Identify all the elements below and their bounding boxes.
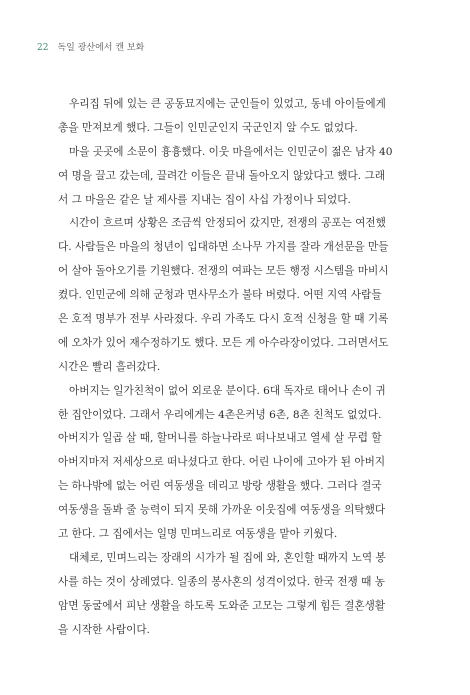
text-line: 어 살아 돌아오기를 기원했다. 전쟁의 여파는 모든 행정 시스템을 마비시	[58, 265, 389, 278]
text-line: 을 시작한 사람이다.	[58, 623, 150, 636]
text-line: 다. 사람들은 마을의 청년이 입대하면 소나무 가지를 잘라 개선문을 만들	[58, 241, 389, 254]
text-line: 대체로, 민며느리는 장래의 시가가 될 집에 와, 혼인할 때까지 노역 봉	[69, 551, 386, 564]
text-line: 아버지는 일가친척이 없어 외로운 분이다. 6대 독자로 태어나 손이 귀	[69, 384, 386, 397]
text-line: 는 하나밖에 없는 어린 여동생을 데리고 방랑 생활을 했다. 그러다 결국	[58, 480, 382, 493]
running-head	[37, 40, 144, 53]
text-line: 은 호적 명부가 전부 사라졌다. 우리 가족도 다시 호적 신청을 할 때 기록	[58, 313, 389, 326]
paragraph	[58, 212, 436, 379]
text-line: 마을 곳곳에 소문이 흉흉했다. 이웃 마을에서는 인민군이 젊은 남자 40	[69, 145, 393, 158]
text-line: 켰다. 인민군에 의해 군청과 면사무소가 불타 버렸다. 어떤 지역 사람들	[58, 289, 382, 302]
paragraph	[58, 547, 436, 643]
text-line: 총을 만져보게 했다. 그들이 인민군인지 국군인지 알 수도 없었다.	[58, 121, 358, 134]
body-text	[58, 93, 436, 642]
book-title: 독일 광산에서 캔 보화	[57, 43, 145, 53]
text-line: 사를 하는 것이 상례였다. 일종의 봉사혼의 성격이었다. 한국 전쟁 때 농	[58, 575, 385, 588]
text-line: 아버지가 일곱 살 때, 할머니를 하늘나라로 떠나보내고 열세 살 무렵 할	[58, 432, 382, 445]
text-line: 서 그 마을은 같은 날 제사를 지내는 집이 사십 가정이나 되었다.	[58, 193, 351, 206]
text-line: 고 한다. 그 집에서는 일명 민며느리로 여동생을 맡아 키웠다.	[58, 528, 338, 541]
text-line: 암면 동굴에서 피난 생활을 하도록 도와준 고모는 그렇게 힘든 결혼생활	[58, 599, 386, 612]
text-line: 시간이 흐르며 상황은 조금씩 안정되어 갔지만, 전쟁의 공포는 여전했	[69, 217, 386, 230]
text-line: 여 명을 끌고 갔는데, 끌려간 이들은 끝내 돌아오지 않았다고 했다. 그래	[58, 169, 385, 182]
text-line: 아버지마저 저세상으로 떠나셨다고 한다. 어린 나이에 고아가 된 아버지	[58, 456, 386, 469]
text-line: 한 집안이었다. 그래서 우리에게는 4촌은커녕 6촌, 8촌 친척도 없었다.	[58, 408, 382, 421]
paragraph	[58, 380, 436, 547]
text-line: 에 오차가 있어 재수정하기도 했다. 모든 게 아수라장이었다. 그러면서도	[58, 336, 389, 349]
paragraph	[58, 141, 436, 213]
paragraph	[58, 93, 436, 141]
page-number: 22	[37, 43, 49, 53]
text-line: 우리집 뒤에 있는 큰 공동묘지에는 군인들이 있었고, 동네 아이들에게	[69, 98, 386, 110]
text-line: 여동생을 돌봐 줄 능력이 되지 못해 가까운 이웃집에 여동생을 의탁했다	[58, 504, 386, 517]
text-line: 시간은 빨리 흘러갔다.	[58, 360, 161, 373]
